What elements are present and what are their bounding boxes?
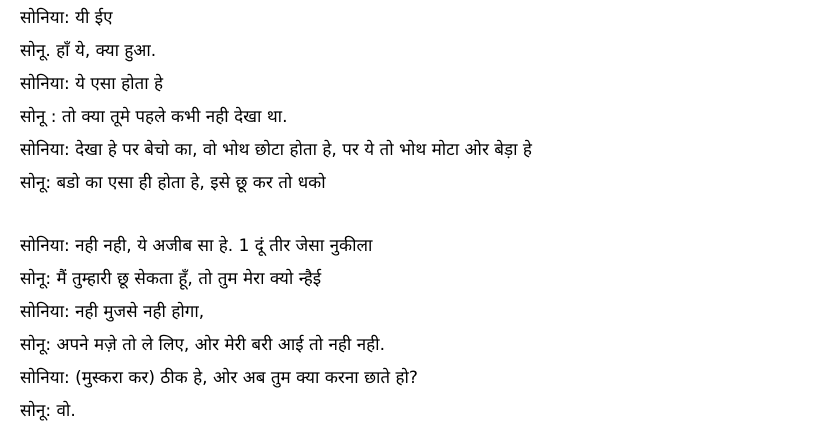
dialogue-line: सोनू: बडो का एसा ही होता हे, इसे छू कर तो धको — [20, 173, 326, 193]
dialogue-line: सोनिया: (मुस्करा कर) ठीक हे, ओर अब तुम क्या करना छाते हो? — [20, 368, 418, 388]
dialogue-line: सोनिया: देखा हे पर बेचो का, वो भोथ छोटा होता हे, पर ये तो भोथ मोटा ओर बेड़ा हे — [20, 140, 532, 160]
dialogue-paragraph-2 — [20, 230, 810, 428]
dialogue-line: सोनिया: यी ईए — [20, 8, 113, 28]
dialogue-line: सोनिया: नही नही, ये अजीब सा हे. 1 दूं तीर जेसा नुकीला — [20, 236, 373, 256]
dialogue-line: सोनू: वो. — [20, 401, 76, 421]
dialogue-line: सोनू : तो क्या तूमे पहले कभी नही देखा था. — [20, 107, 288, 127]
dialogue-paragraph-1 — [20, 0, 810, 200]
dialogue-line: सोनिया: नही मुजसे नही होगा, — [20, 302, 205, 322]
dialogue-line: सोनू. हाँ ये, क्या हुआ. — [20, 41, 157, 61]
document-body — [20, 0, 810, 428]
dialogue-line: सोनिया: ये एसा होता हे — [20, 74, 164, 94]
dialogue-line: सोनू: मैं तुम्हारी छू सेकता हूँ, तो तुम मेरा क्यो न्हैई — [20, 269, 322, 289]
dialogue-line: सोनू: अपने मज़े तो ले लिए, ओर मेरी बरी आई तो नही नही. — [20, 335, 385, 355]
